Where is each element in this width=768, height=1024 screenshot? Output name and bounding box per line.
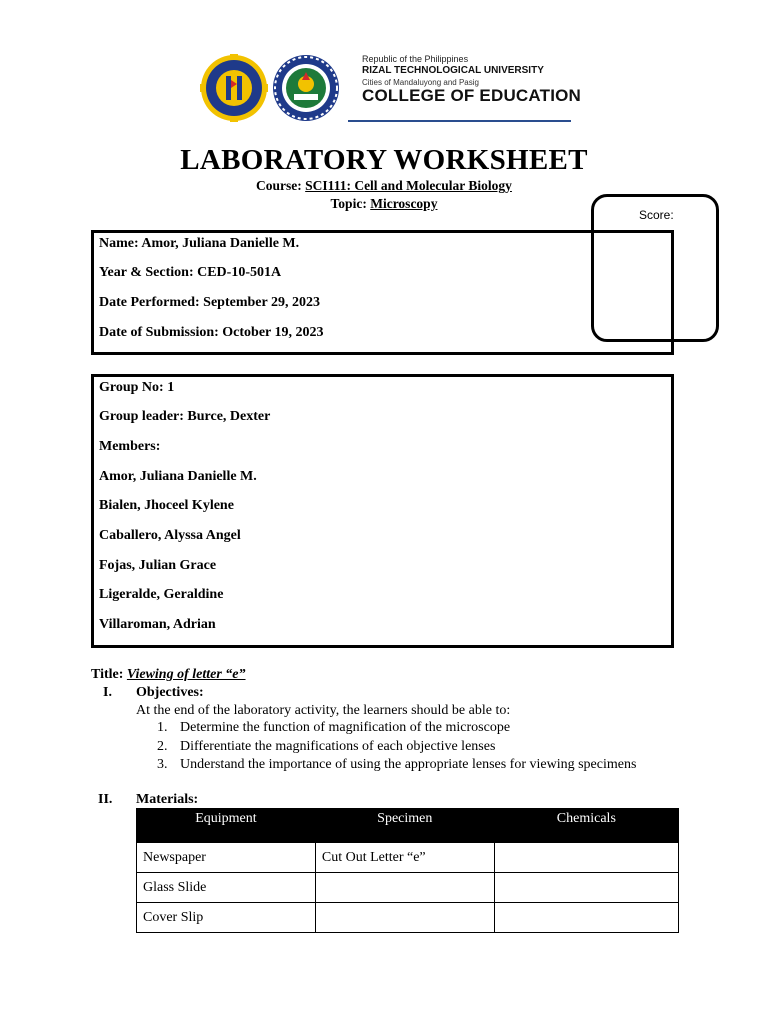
republic-text: Republic of the Philippines	[362, 54, 469, 64]
college-name: COLLEGE OF EDUCATION	[362, 86, 582, 105]
objectives-heading: Objectives:	[136, 685, 204, 700]
table-row	[137, 873, 679, 903]
objective-text: Understand the importance of using the appropriate lenses for viewing specimens	[180, 757, 637, 772]
materials-table	[136, 808, 679, 933]
topic-line: Topic: Microscopy	[330, 196, 438, 211]
activity-title-label: Title:	[91, 667, 124, 682]
student-name: Name: Amor, Juliana Danielle M.	[99, 236, 300, 251]
table-cell	[315, 873, 494, 903]
table-cell: Glass Slide	[137, 873, 316, 903]
member-item: Bialen, Jhoceel Kylene	[99, 498, 234, 513]
table-row	[137, 903, 679, 933]
member-item: Caballero, Alyssa Angel	[99, 528, 241, 543]
member-item: Ligeralde, Geraldine	[99, 587, 224, 602]
table-cell	[494, 843, 678, 873]
objective-text: Determine the function of magnification of the microscope	[180, 720, 511, 735]
members-label: Members:	[99, 439, 161, 454]
course-value: SCI111: Cell and Molecular Biology	[305, 178, 512, 193]
activity-title-value: Viewing of letter “e”	[126, 667, 246, 682]
table-cell: Newspaper	[137, 843, 316, 873]
group-number: Group No: 1	[99, 380, 175, 395]
member-item: Villaroman, Adrian	[99, 617, 216, 632]
coe-logo	[272, 54, 340, 122]
table-cell: Cover Slip	[137, 903, 316, 933]
date-submission: Date of Submission: October 19, 2023	[99, 325, 324, 340]
rtu-logo	[200, 54, 268, 122]
objective-text: Differentiate the magnifications of each objective lenses	[180, 739, 496, 754]
activity-title	[91, 667, 246, 683]
topic-value: Microscopy	[370, 196, 438, 211]
group-leader: Group leader: Burce, Dexter	[99, 409, 271, 424]
student-year-section: Year & Section: CED-10-501A	[99, 265, 282, 280]
member-item: Fojas, Julian Grace	[99, 558, 217, 573]
table-cell	[494, 903, 678, 933]
objective-number: 2.	[157, 739, 168, 754]
course-label: Course	[256, 178, 298, 193]
materials-numeral: II.	[98, 792, 113, 807]
university-name: RIZAL TECHNOLOGICAL UNIVERSITY	[362, 65, 544, 76]
table-header-row	[137, 809, 679, 843]
cities-text: Cities of Mandaluyong and Pasig	[362, 78, 479, 87]
table-cell	[315, 903, 494, 933]
topic-label: Topic	[330, 196, 363, 211]
date-performed: Date Performed: September 29, 2023	[99, 295, 320, 310]
member-item: Amor, Juliana Danielle M.	[99, 469, 257, 484]
column-header-specimen: Specimen	[315, 809, 494, 843]
materials-heading: Materials:	[136, 792, 199, 807]
objectives-numeral: I.	[103, 685, 112, 700]
column-header-chemicals: Chemicals	[494, 809, 678, 843]
table-cell	[494, 873, 678, 903]
score-label: Score:	[639, 208, 674, 222]
header-rule	[348, 120, 571, 122]
table-cell: Cut Out Letter “e”	[315, 843, 494, 873]
page-title: LABORATORY WORKSHEET	[180, 144, 588, 176]
objective-number: 1.	[157, 720, 168, 735]
objectives-intro: At the end of the laboratory activity, the learners should be able to:	[136, 703, 511, 718]
column-header-equipment: Equipment	[137, 809, 316, 843]
course-line: Course: SCI111: Cell and Molecular Biology	[256, 178, 512, 193]
objective-number: 3.	[157, 757, 168, 772]
table-row	[137, 843, 679, 873]
